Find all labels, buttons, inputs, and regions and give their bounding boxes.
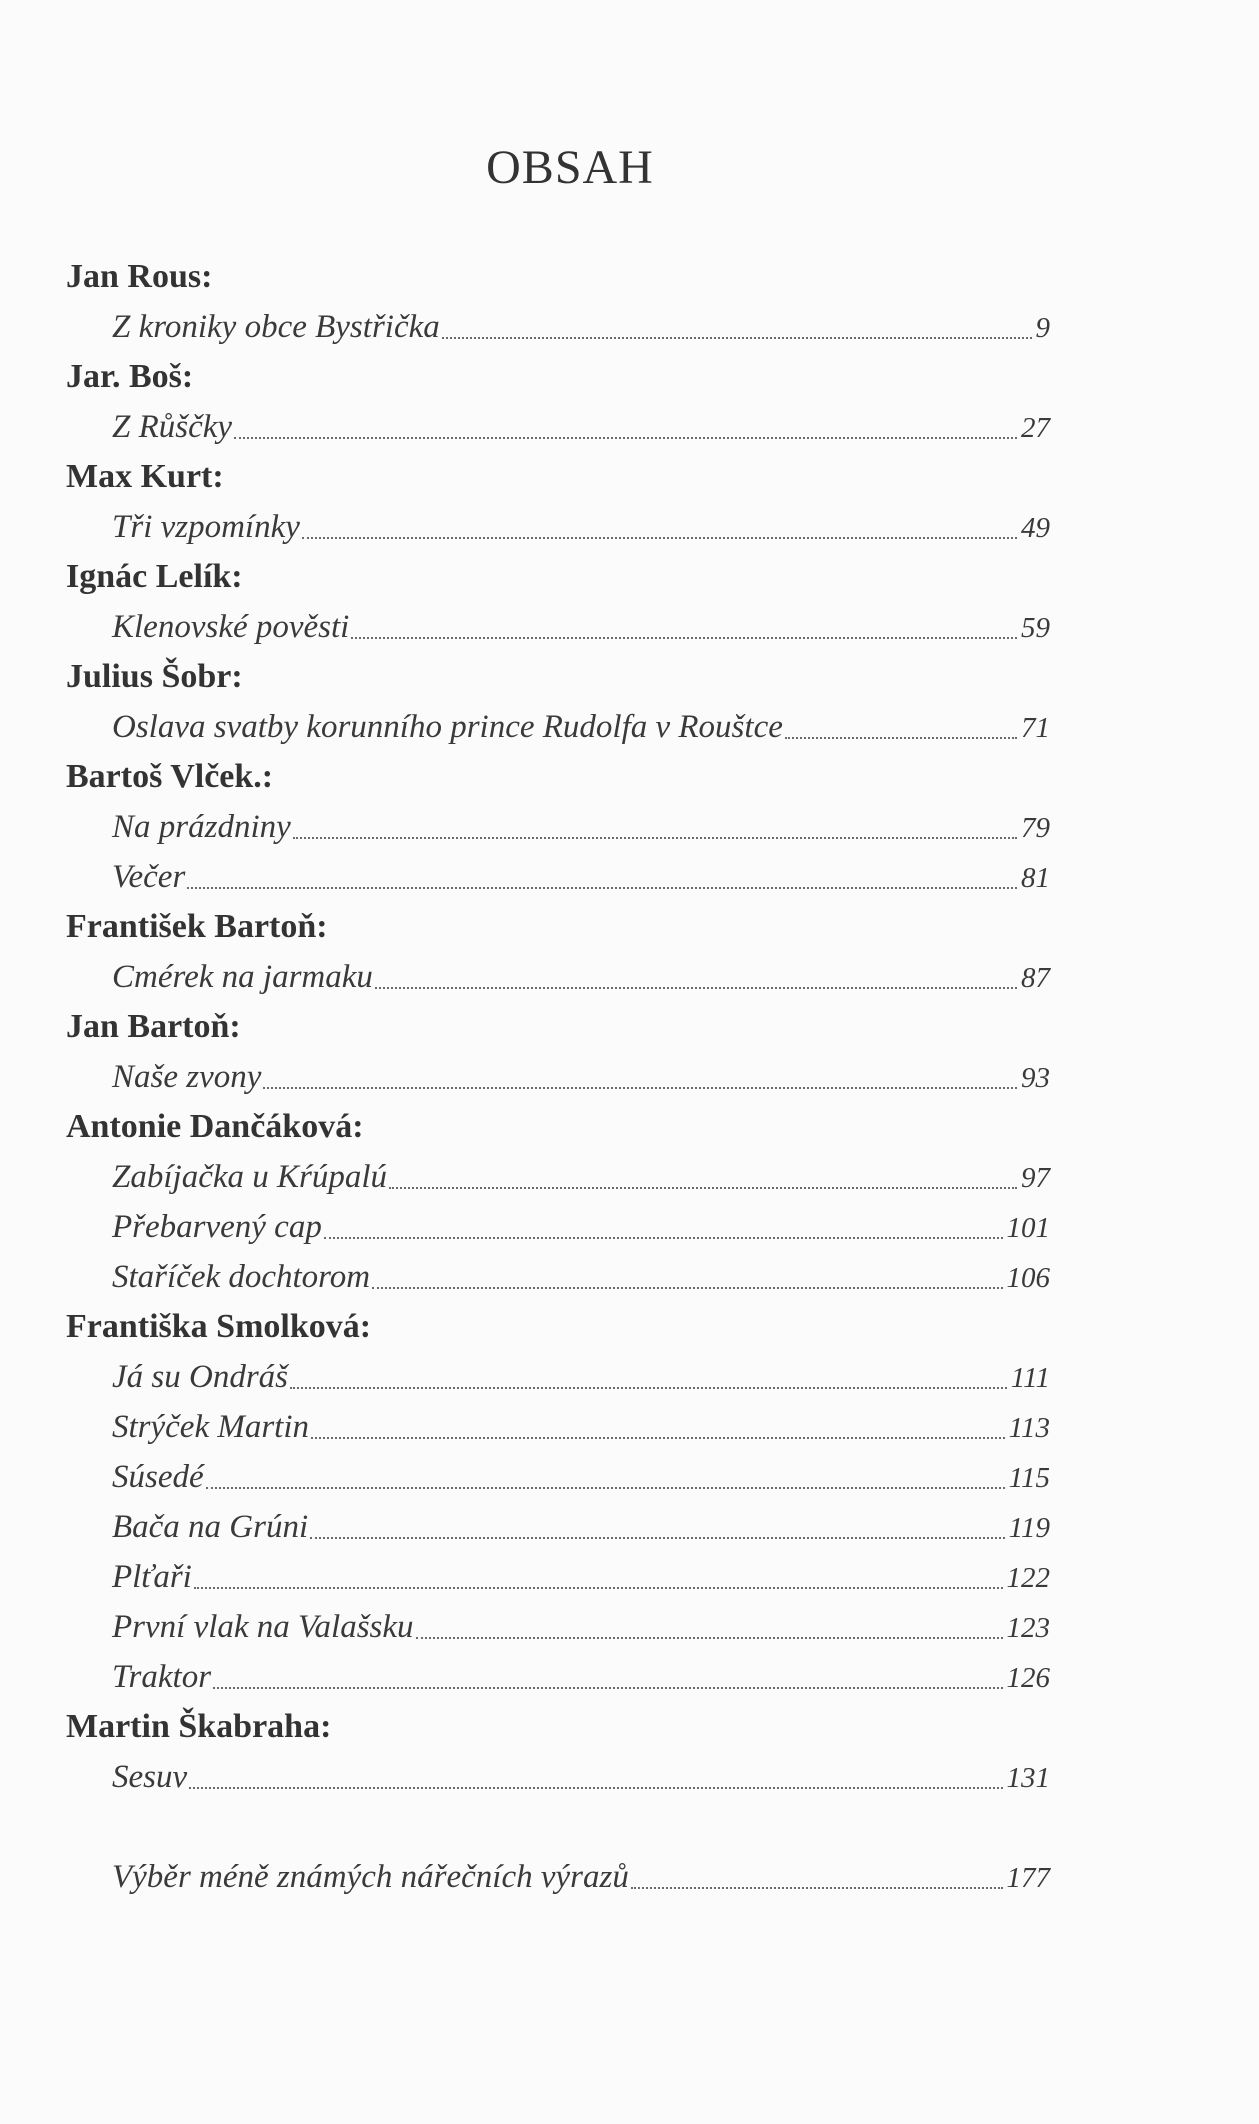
- toc-entry-title: Bača na Grúni: [112, 1509, 309, 1545]
- dot-leader: [213, 1687, 1002, 1689]
- toc-page-number: 93: [1021, 1062, 1050, 1094]
- dot-leader: [442, 337, 1032, 339]
- dot-leader: [324, 1237, 1003, 1239]
- dot-leader: [389, 1187, 1017, 1189]
- toc-entry-title: Tři vzpomínky: [112, 509, 300, 545]
- toc-page-number: 79: [1021, 812, 1050, 844]
- toc-author: Bartoš Vlček.:: [66, 758, 274, 795]
- toc-entry-title: Sesuv: [112, 1759, 188, 1795]
- toc-page-number: 131: [1006, 1762, 1050, 1794]
- toc-entry: [66, 1552, 1050, 1602]
- dot-leader: [416, 1637, 1003, 1639]
- dot-leader: [372, 1287, 1002, 1289]
- toc-entry-title: Súsedé: [112, 1459, 204, 1495]
- toc-entry: [66, 802, 1050, 852]
- toc-entry-title: Přebarvený cap: [112, 1209, 322, 1245]
- dot-leader: [189, 1787, 1002, 1789]
- toc-entry-title: Z Růščky: [112, 409, 233, 445]
- toc-entry: [66, 602, 1050, 652]
- dot-leader: [785, 737, 1017, 739]
- toc-page-number: 113: [1008, 1412, 1050, 1444]
- toc-page-number: 27: [1021, 412, 1050, 444]
- toc-author: Julius Šobr:: [66, 658, 243, 695]
- toc-entry-title: Plťaři: [112, 1559, 192, 1595]
- toc-page-number: 81: [1021, 862, 1050, 894]
- toc-author: František Bartoň:: [66, 908, 328, 945]
- toc-entry-title: Na prázdniny: [112, 809, 291, 845]
- toc-author: Max Kurt:: [66, 458, 224, 495]
- toc-entry: [66, 1752, 1050, 1802]
- toc-entry-title: Z kroniky obce Bystřička: [112, 309, 440, 345]
- dot-leader: [375, 987, 1017, 989]
- toc-author: Jar. Boš:: [66, 358, 194, 395]
- toc-page-number: 111: [1010, 1362, 1050, 1394]
- dot-leader: [631, 1887, 1003, 1889]
- toc-author: Jan Rous:: [66, 258, 213, 295]
- toc-page-number: 177: [1006, 1862, 1050, 1894]
- toc-entry: [66, 402, 1050, 452]
- toc-entry-title: Zabíjačka u Kŕúpalú: [112, 1159, 388, 1195]
- toc-entry-title: Cmérek na jarmaku: [112, 959, 373, 995]
- toc-author: Ignác Lelík:: [66, 558, 243, 595]
- toc-entry: [66, 1202, 1050, 1252]
- toc-author: Antonie Dančáková:: [66, 1108, 364, 1145]
- toc-entry: [66, 1052, 1050, 1102]
- dot-leader: [311, 1437, 1005, 1439]
- dot-leader: [187, 887, 1017, 889]
- toc-entry: [66, 1602, 1050, 1652]
- toc-page-number: 122: [1006, 1562, 1050, 1594]
- dot-leader: [351, 637, 1017, 639]
- dot-leader: [194, 1587, 1003, 1589]
- toc-entry: [66, 1152, 1050, 1202]
- toc-page-number: 9: [1035, 312, 1050, 344]
- toc-entry-title: Staříček dochtorom: [112, 1259, 371, 1295]
- toc-entry: [66, 302, 1050, 352]
- toc-entry-title: Já su Ondráš: [112, 1359, 289, 1395]
- toc-entry: [66, 1852, 1050, 1902]
- toc-entry: [66, 502, 1050, 552]
- toc-entry: [66, 1452, 1050, 1502]
- toc-spacer: [66, 1802, 1050, 1852]
- toc-entry-title: Oslava svatby korunního prince Rudolfa v Rouštce: [112, 709, 783, 745]
- page-title: OBSAH: [486, 141, 654, 194]
- toc-page-number: 101: [1006, 1212, 1050, 1244]
- toc-page-number: 115: [1008, 1462, 1050, 1494]
- toc-page-number: 106: [1006, 1262, 1050, 1294]
- toc-page-number: 59: [1021, 612, 1050, 644]
- toc-entry: [66, 1352, 1050, 1402]
- toc-page-number: 126: [1006, 1662, 1050, 1694]
- toc-entry: [66, 1252, 1050, 1302]
- toc-page-number: 87: [1021, 962, 1050, 994]
- dot-leader: [310, 1537, 1004, 1539]
- table-of-contents: [66, 252, 1050, 1902]
- toc-entry-title: Klenovské pověsti: [112, 609, 350, 645]
- toc-page-number: 97: [1021, 1162, 1050, 1194]
- dot-leader: [263, 1087, 1017, 1089]
- toc-page-number: 123: [1006, 1612, 1050, 1644]
- toc-entry: [66, 1402, 1050, 1452]
- toc-entry-title: Výběr méně známých nářečních výrazů: [112, 1859, 629, 1895]
- toc-entry-title: Traktor: [112, 1659, 212, 1695]
- toc-author: Martin Škabraha:: [66, 1708, 332, 1745]
- toc-entry: [66, 852, 1050, 902]
- toc-entry: [66, 702, 1050, 752]
- toc-page-number: 49: [1021, 512, 1050, 544]
- toc-entry-title: Večer: [112, 859, 186, 895]
- dot-leader: [234, 437, 1017, 439]
- dot-leader: [290, 1387, 1007, 1389]
- toc-entry-title: Naše zvony: [112, 1059, 262, 1095]
- toc-author: Františka Smolková:: [66, 1308, 372, 1345]
- toc-page-number: 71: [1021, 712, 1050, 744]
- dot-leader: [302, 537, 1017, 539]
- toc-entry-title: Strýček Martin: [112, 1409, 310, 1445]
- toc-entry: [66, 952, 1050, 1002]
- toc-entry-title: První vlak na Valašsku: [112, 1609, 414, 1645]
- dot-leader: [206, 1487, 1005, 1489]
- toc-page-number: 119: [1008, 1512, 1050, 1544]
- toc-entry: [66, 1502, 1050, 1552]
- toc-author: Jan Bartoň:: [66, 1008, 241, 1045]
- dot-leader: [293, 837, 1017, 839]
- toc-entry: [66, 1652, 1050, 1702]
